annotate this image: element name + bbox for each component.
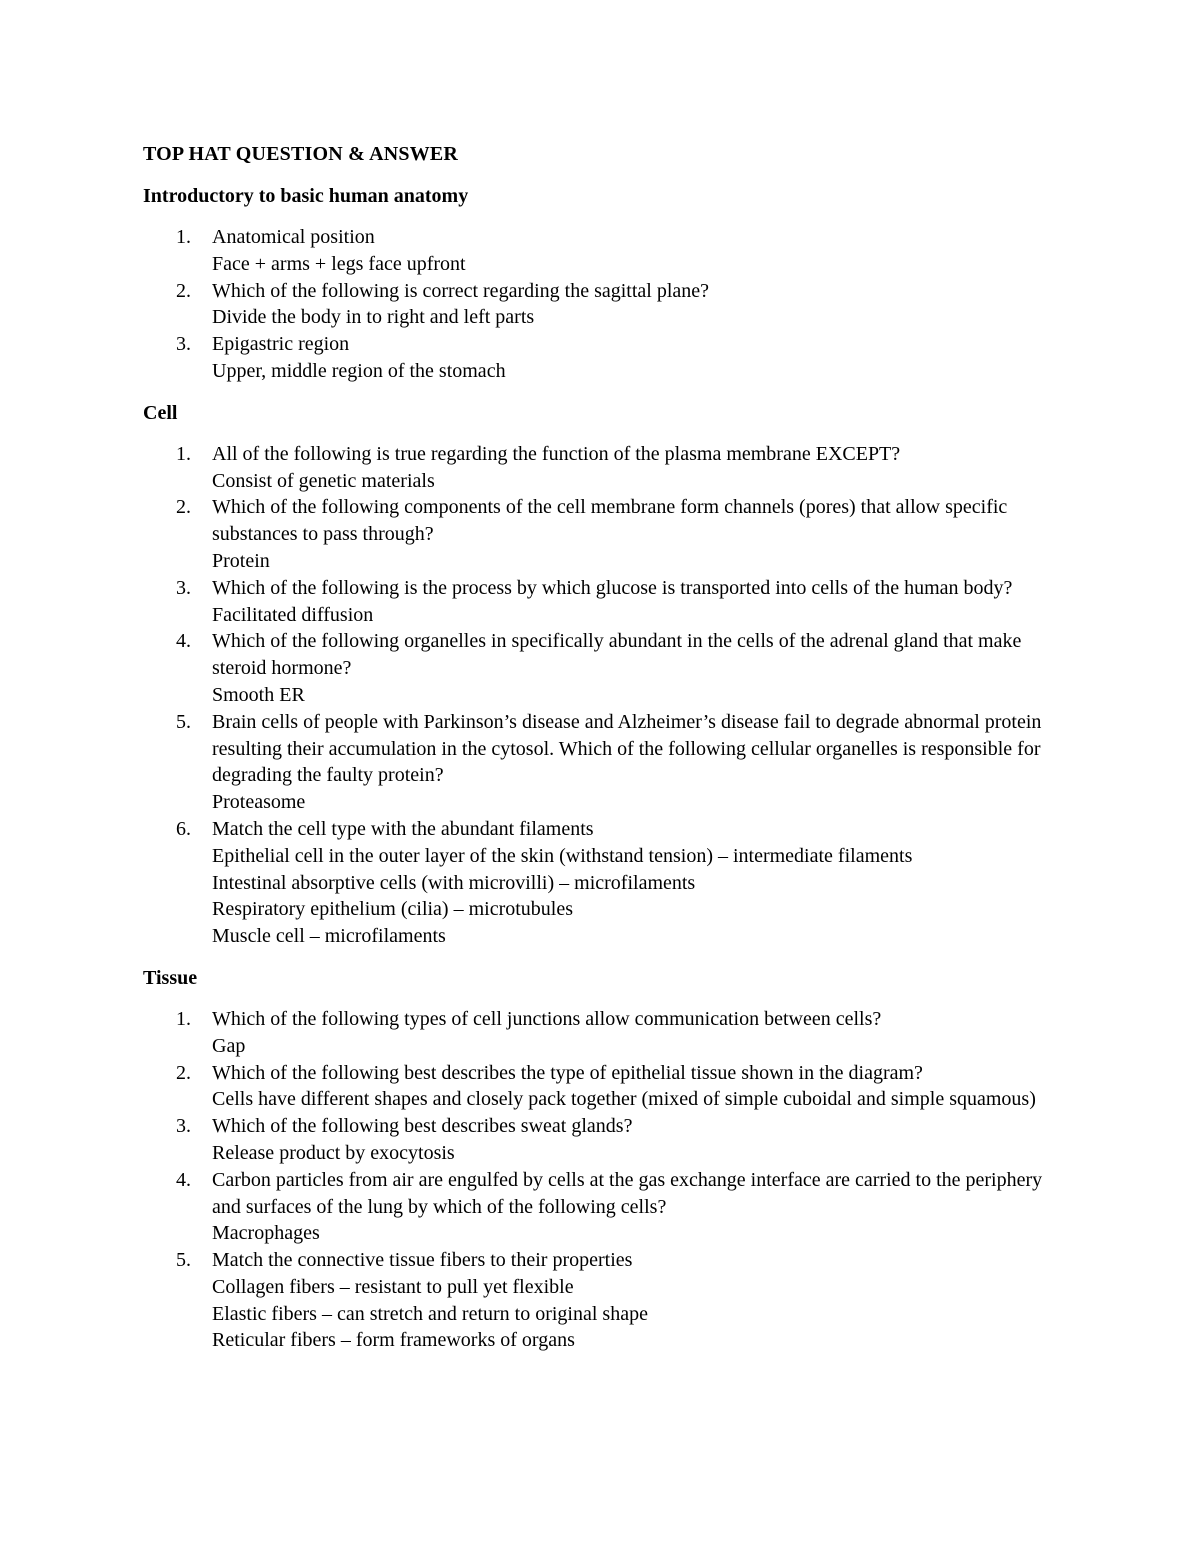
answer-text: Proteasome (212, 791, 306, 814)
question-text: Carbon particles from air are engulfed by cells at the gas exchange interface are carried to the periphery and surfaces of the lung by which of the following cells? (212, 1168, 1043, 1218)
item-number: 1. (176, 442, 191, 465)
question-text: Brain cells of people with Parkinson’s disease and Alzheimer’s disease fail to degrade abnormal protein resulting their accumulation in the cytosol. Which of the following cellular organelles is responsible for degrading the faulty protein? (212, 710, 1042, 787)
question-text: Match the connective tissue fibers to their properties (212, 1249, 633, 1272)
item-number: 1. (176, 226, 191, 248)
answer-text: Release product by exocytosis (212, 1141, 455, 1164)
question-list (143, 441, 1050, 950)
item-number: 3. (176, 1115, 191, 1138)
question-text: Which of the following components of the cell membrane form channels (pores) that allow specific substances to pass through? (212, 496, 1008, 546)
question-text: Which of the following best describes the type of epithelial tissue shown in the diagram? (212, 1061, 923, 1084)
list-item (143, 494, 1050, 574)
question-text: Which of the following is the process by which glucose is transported into cells of the human body? (212, 576, 1013, 599)
question-list (143, 1006, 1050, 1354)
list-item (143, 441, 1050, 495)
section-tissue (143, 965, 1050, 1354)
item-number: 4. (176, 630, 191, 653)
answer-text: Elastic fibers – can stretch and return to original shape (212, 1302, 648, 1325)
answer-text: Upper, middle region of the stomach (212, 359, 506, 382)
question-text: Anatomical position (212, 226, 375, 248)
item-number: 3. (176, 576, 191, 599)
item-number: 4. (176, 1168, 191, 1191)
item-number: 1. (176, 1007, 191, 1030)
item-number: 2. (176, 279, 191, 302)
item-number: 2. (176, 1061, 191, 1084)
question-text: Which of the following best describes sweat glands? (212, 1115, 633, 1138)
list-item (143, 1113, 1050, 1167)
list-item (143, 1167, 1050, 1247)
answer-text: Consist of genetic materials (212, 469, 435, 492)
list-item (143, 224, 1050, 278)
list-item (143, 1060, 1050, 1114)
section-heading: Introductory to basic human anatomy (143, 185, 469, 207)
list-item (143, 1006, 1050, 1060)
answer-text: Cells have different shapes and closely pack together (mixed of simple cuboidal and simple squamous) (212, 1088, 1036, 1111)
section-cell (143, 400, 1050, 950)
answer-text: Muscle cell – microfilaments (212, 925, 446, 948)
answer-text: Epithelial cell in the outer layer of the skin (withstand tension) – intermediate filaments (212, 844, 913, 867)
list-item (143, 1247, 1050, 1354)
section-heading: Tissue (143, 966, 198, 989)
list-item (143, 278, 1050, 332)
answer-text: Smooth ER (212, 683, 305, 706)
item-number: 5. (176, 1249, 191, 1272)
item-number: 5. (176, 710, 191, 733)
list-item (143, 628, 1050, 708)
answer-text: Divide the body in to right and left parts (212, 306, 535, 329)
item-number: 6. (176, 817, 191, 840)
question-text: Which of the following is correct regarding the sagittal plane? (212, 279, 710, 302)
section-anatomy (143, 183, 1050, 385)
list-item (143, 575, 1050, 629)
question-list (143, 224, 1050, 385)
question-text: Which of the following organelles in specifically abundant in the cells of the adrenal gland that make steroid hormone? (212, 630, 1022, 680)
item-number: 3. (176, 333, 191, 356)
list-item (143, 816, 1050, 950)
answer-text: Protein (212, 549, 270, 572)
item-number: 2. (176, 496, 191, 519)
list-item (143, 709, 1050, 816)
answer-text: Reticular fibers – form frameworks of organs (212, 1329, 575, 1352)
list-item (143, 331, 1050, 385)
answer-text: Collagen fibers – resistant to pull yet flexible (212, 1275, 574, 1298)
answer-text: Intestinal absorptive cells (with microvilli) – microfilaments (212, 871, 696, 894)
question-text: Which of the following types of cell junctions allow communication between cells? (212, 1007, 882, 1030)
question-text: Match the cell type with the abundant filaments (212, 817, 594, 840)
answer-text: Face + arms + legs face upfront (212, 252, 466, 275)
answer-text: Respiratory epithelium (cilia) – microtubules (212, 898, 574, 921)
question-text: All of the following is true regarding the function of the plasma membrane EXCEPT? (212, 442, 901, 465)
answer-text: Macrophages (212, 1222, 320, 1245)
answer-text: Facilitated diffusion (212, 603, 374, 626)
answer-text: Gap (212, 1034, 246, 1057)
document-title: TOP HAT QUESTION & ANSWER (143, 143, 459, 165)
section-heading: Cell (143, 401, 178, 424)
question-text: Epigastric region (212, 333, 350, 356)
